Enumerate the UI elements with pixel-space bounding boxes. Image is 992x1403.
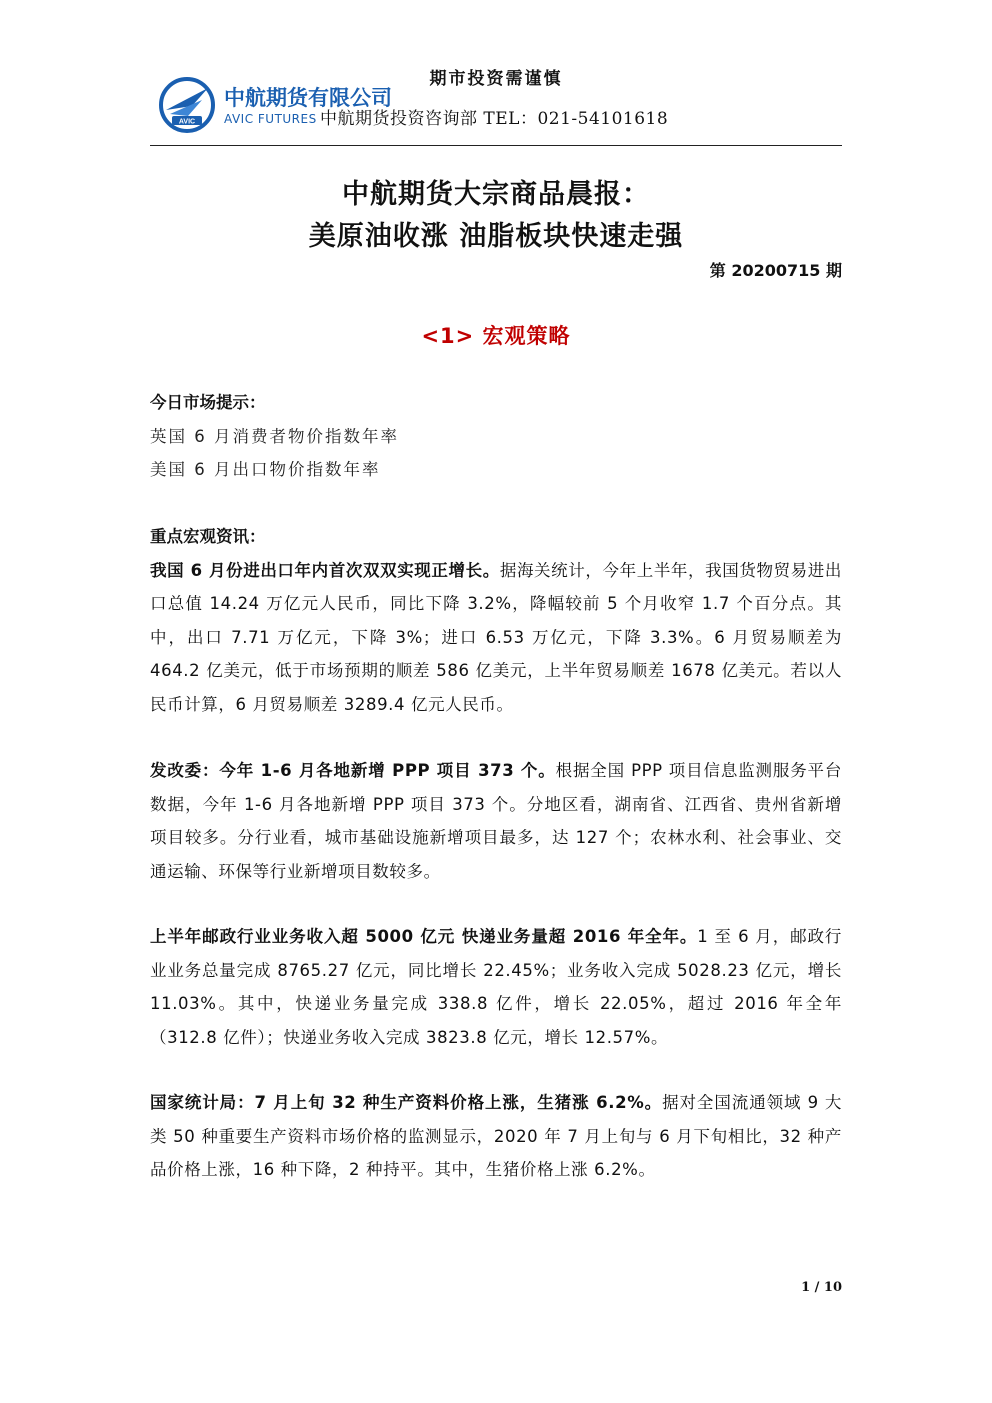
news-headline: 国家统计局：7 月上旬 32 种生产资料价格上涨，生猪涨 6.2%。 (150, 1093, 663, 1112)
header-department: 中航期货投资咨询部 TEL：021-54101618 (320, 109, 669, 129)
news-block (150, 754, 842, 888)
report-title: 中航期货大宗商品晨报： (342, 179, 650, 210)
logo-company-name: 中航期货有限公司 (224, 86, 392, 110)
macro-news-label: 重点宏观资讯： (150, 527, 266, 546)
news-paragraph (150, 554, 842, 722)
market-tips-label: 今日市场提示： (150, 393, 266, 412)
news-block (150, 920, 842, 1054)
page-number: 1 / 10 (801, 1280, 842, 1295)
header-divider (150, 145, 842, 146)
news-headline: 上半年邮政行业业务收入超 5000 亿元 快递业务量超 2016 年全年。 (150, 927, 698, 946)
news-headline: 发改委：今年 1-6 月各地新增 PPP 项目 373 个。 (150, 761, 556, 780)
news-headline: 我国 6 月份进出口年内首次双双实现正增长。 (150, 560, 500, 580)
report-subtitle: 美原油收涨 油脂板块快速走强 (308, 221, 684, 252)
market-tip-item: 英国 6 月消费者物价指数年率 (150, 426, 399, 446)
news-body: 1 至 6 月，邮政行业业务总量完成 8765.27 亿元，同比增长 22.45%；业务收入完成 5028.23 亿元，增长 11.03%。其中，快递业务量完成 338.8 亿件，增长 22.05%，超过 2016 年全年（312.8 亿件）；快递业务收入完成 3823.8 亿元，增长 12.57%。 (150, 927, 842, 1047)
logo-company-name-en: AVIC FUTURES (224, 112, 317, 126)
avic-emblem-icon (158, 76, 216, 134)
section-heading: <1> 宏观策略 (421, 324, 571, 348)
market-tip-item: 美国 6 月出口物价指数年率 (150, 460, 381, 479)
logo-badge: AVIC (178, 118, 196, 126)
news-block (150, 1086, 842, 1187)
market-tips (150, 386, 842, 487)
news-body: 据对全国流通领域 9 大类 50 种重要生产资料市场价格的监测显示，2020 年 7 月上旬与 6 月下旬相比，32 种产品价格上涨，16 种下降，2 种持平。其中，生猪价格上涨 6.2%。 (150, 1093, 842, 1179)
macro-news (150, 520, 842, 721)
news-body: 根据全国 PPP 项目信息监测服务平台数据，今年 1-6 月各地新增 PPP 项目 373 个。分地区看，湖南省、江西省、贵州省新增项目较多。分行业看，城市基础设施新增项目最多，达 127 个；农林水利、社会事业、交通运输、环保等行业新增项目数较多。 (150, 761, 842, 881)
news-paragraph (150, 754, 842, 888)
issue-number: 第 20200715 期 (709, 261, 842, 280)
news-body: 据海关统计，今年上半年，我国货物贸易进出口总值 14.24 万亿元人民币，同比下降 3.2%，降幅较前 5 个月收窄 1.7 个百分点。其中，出口 7.71 万亿元，下降 3%；进口 6.53 万亿元，下降 3.3%。6 月贸易顺差为 464.2 亿美元，低于市场预期的顺差 586 亿美元，上半年贸易顺差 1678 亿美元。若以人民币计算，6 月贸易顺差 3289.4 亿元人民币。 (150, 560, 842, 714)
news-paragraph (150, 1086, 842, 1187)
header-tagline: 期市投资需谨慎 (429, 69, 563, 89)
news-paragraph (150, 920, 842, 1054)
